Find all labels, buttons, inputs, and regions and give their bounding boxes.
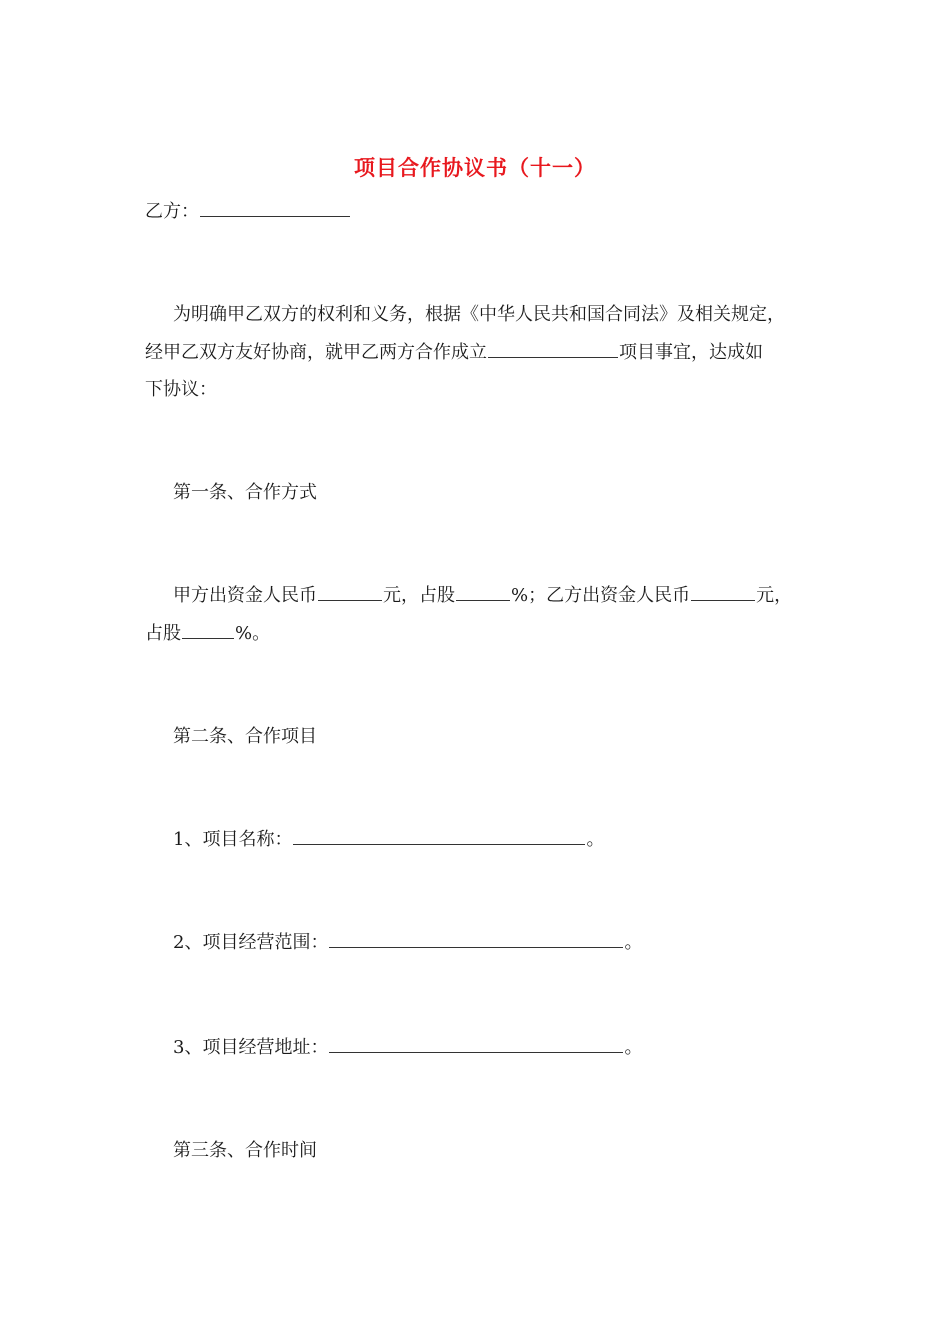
party-b-capital-blank[interactable] bbox=[691, 584, 755, 601]
article-2-heading: 第二条、合作项目 bbox=[173, 726, 317, 747]
project-address-blank[interactable] bbox=[329, 1036, 623, 1053]
party-b-blank[interactable] bbox=[200, 200, 350, 217]
party-b-line bbox=[145, 200, 351, 224]
project-address-line bbox=[173, 1036, 642, 1060]
project-name-line bbox=[173, 828, 604, 852]
party-b-share-label: 占股 bbox=[145, 623, 181, 644]
document-title: 项目合作协议书（十一） bbox=[354, 155, 596, 180]
party-b-capital-label: %；乙方出资金人民币 bbox=[511, 585, 691, 606]
project-scope-label: 2、项目经营范围： bbox=[173, 932, 329, 953]
project-name-field-blank[interactable] bbox=[293, 828, 585, 845]
project-scope-line bbox=[173, 931, 642, 955]
project-name-label: 1、项目名称： bbox=[173, 829, 293, 850]
intro-line-3: 下协议： bbox=[145, 379, 217, 400]
party-a-share-blank[interactable] bbox=[456, 584, 510, 601]
intro-line-2-start: 经甲乙双方友好协商，就甲乙两方合作成立 bbox=[145, 342, 487, 363]
project-address-end: 。 bbox=[624, 1037, 643, 1058]
party-a-share-label: 元，占股 bbox=[383, 585, 455, 606]
article-1-paragraph-line-1 bbox=[173, 584, 792, 608]
article-1-paragraph-line-2 bbox=[145, 622, 270, 646]
project-scope-end: 。 bbox=[624, 932, 643, 953]
project-scope-blank[interactable] bbox=[329, 931, 623, 948]
party-b-share-end: %。 bbox=[235, 623, 271, 644]
project-name-blank[interactable] bbox=[488, 341, 618, 358]
intro-line-2 bbox=[145, 341, 763, 365]
party-b-capital-unit: 元， bbox=[756, 585, 793, 606]
intro-line-2-end: 项目事宜，达成如 bbox=[619, 342, 763, 363]
party-a-capital-label: 甲方出资金人民币 bbox=[173, 585, 317, 606]
party-a-capital-blank[interactable] bbox=[318, 584, 382, 601]
project-address-label: 3、项目经营地址： bbox=[173, 1037, 329, 1058]
article-1-heading: 第一条、合作方式 bbox=[173, 482, 317, 503]
party-b-label: 乙方： bbox=[145, 201, 199, 222]
party-b-share-blank[interactable] bbox=[182, 622, 234, 639]
article-3-heading: 第三条、合作时间 bbox=[173, 1140, 317, 1161]
project-name-end: 。 bbox=[586, 829, 605, 850]
intro-line-1: 为明确甲乙双方的权利和义务，根据《中华人民共和国合同法》及相关规定， bbox=[173, 304, 785, 325]
